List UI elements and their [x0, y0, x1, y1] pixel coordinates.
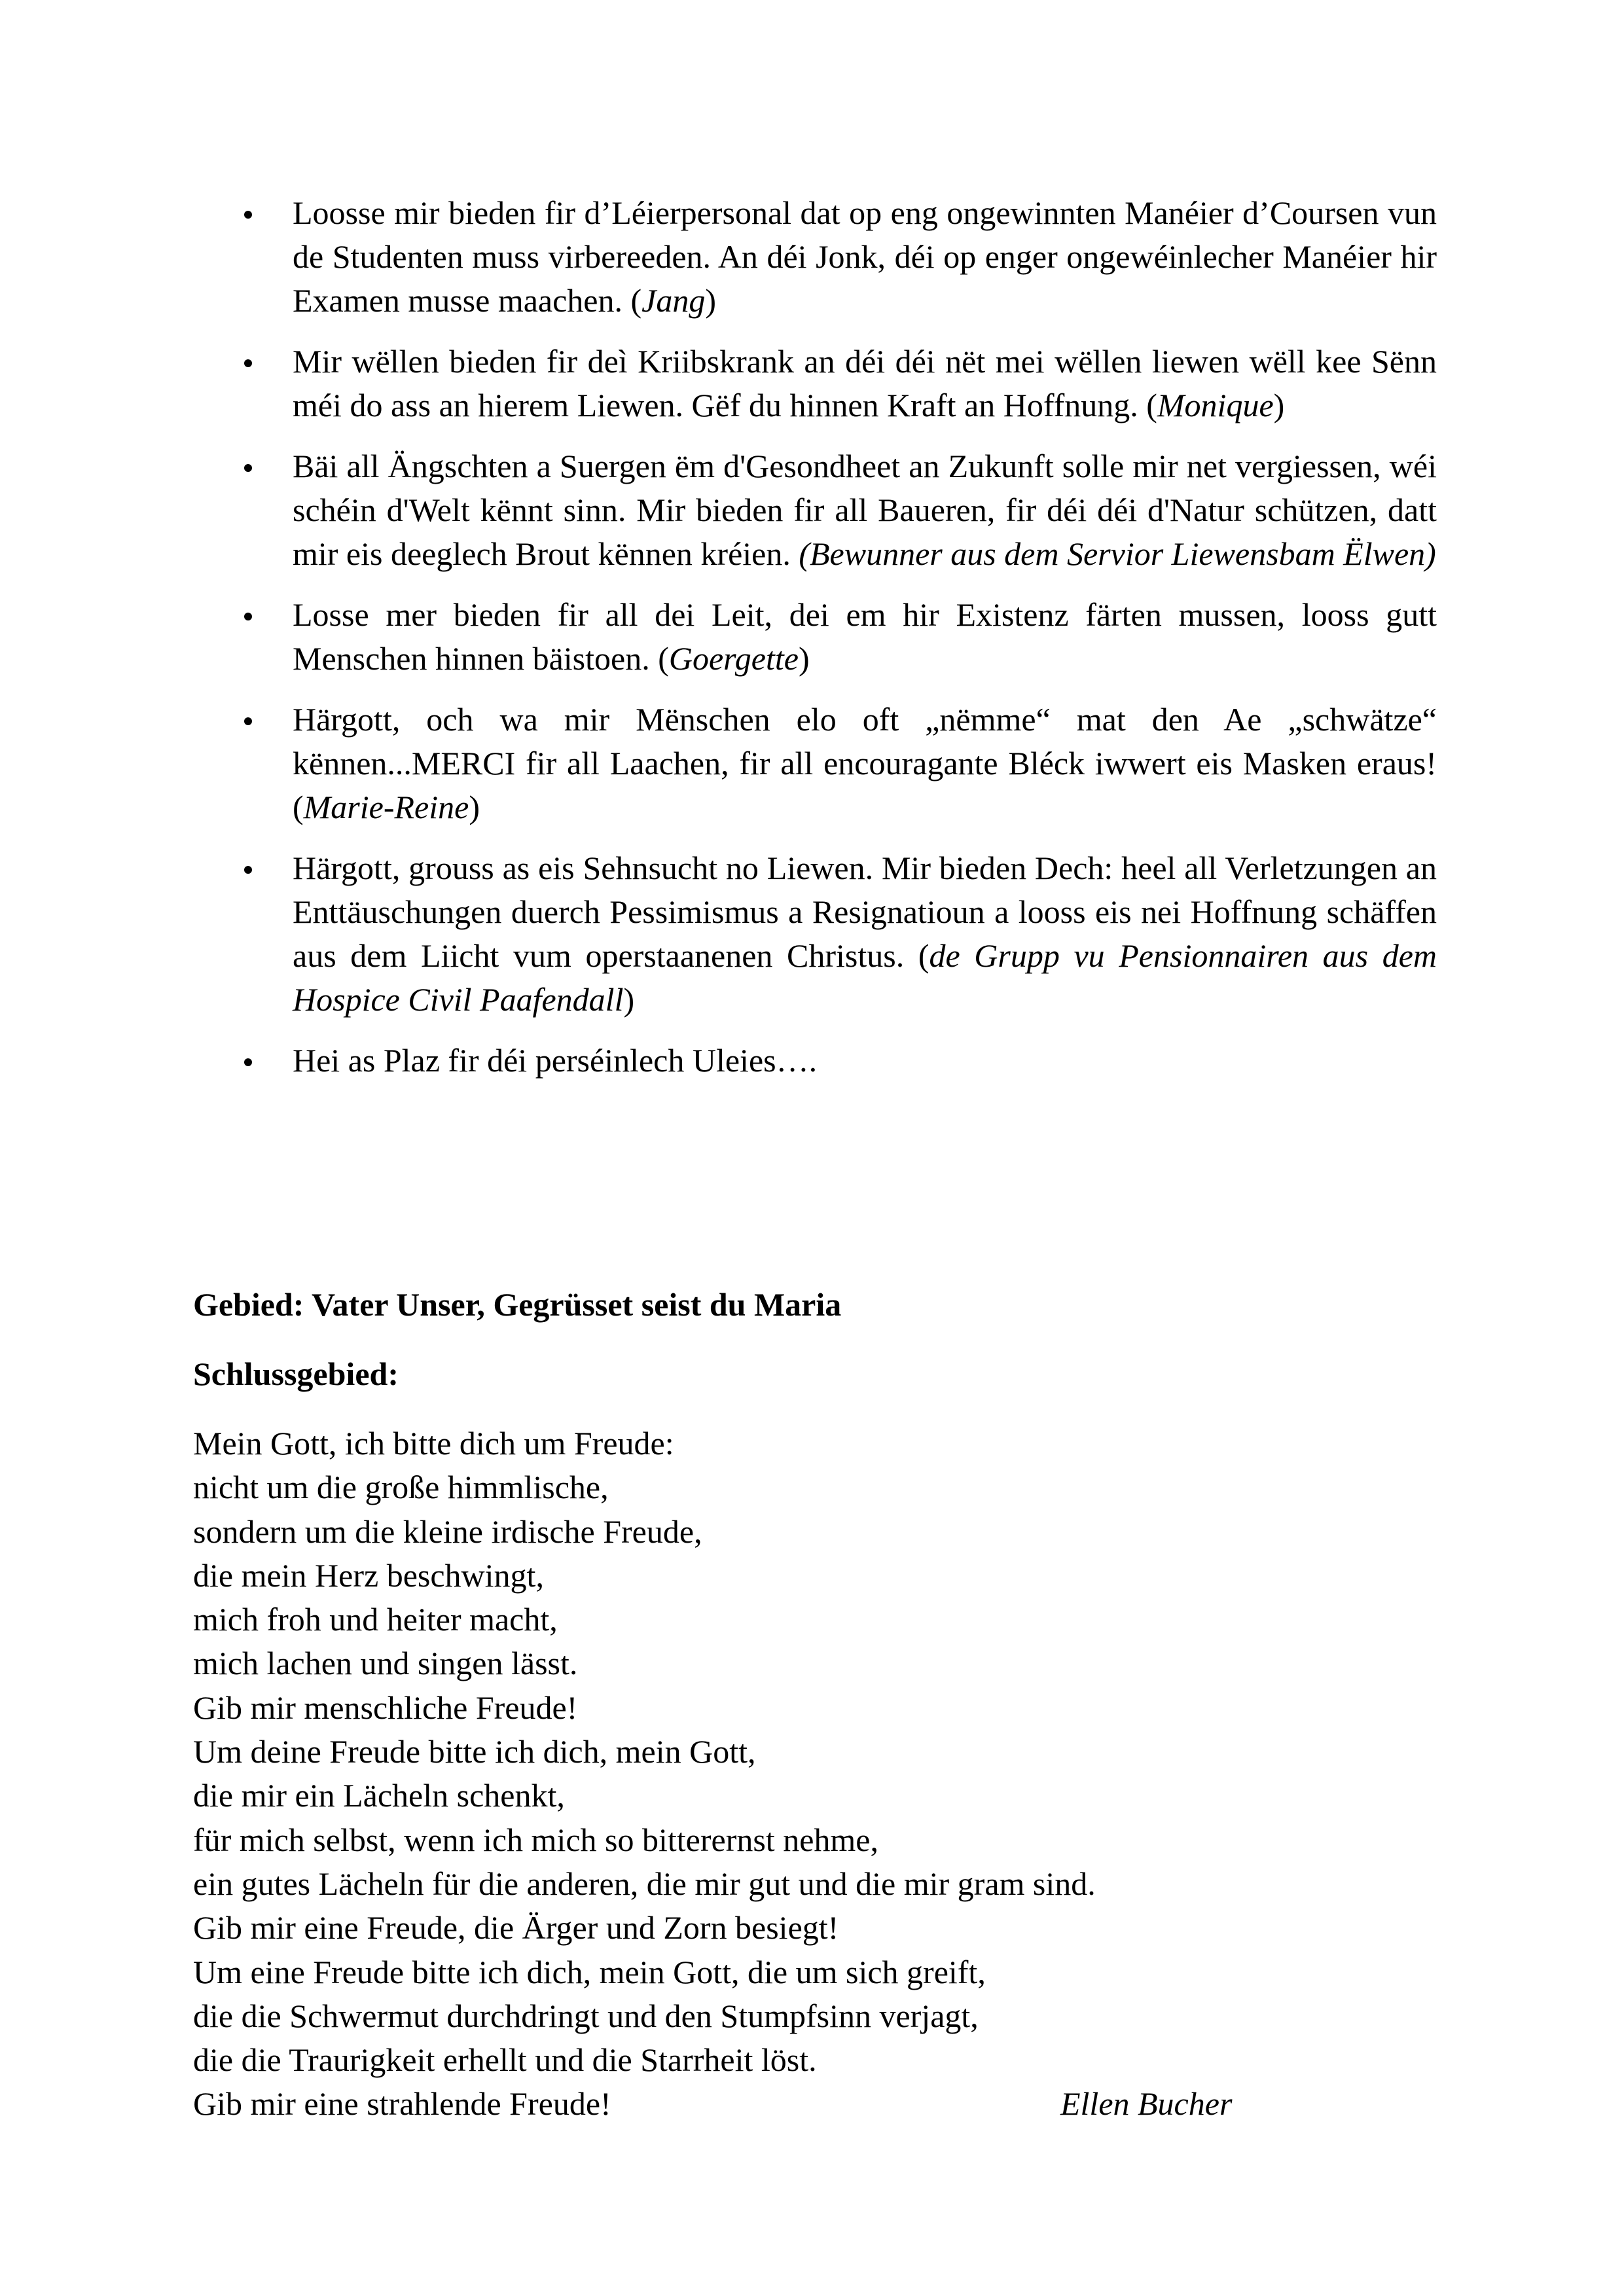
- poem-last-line: [193, 2082, 1437, 2126]
- bullet-icon: [244, 1039, 253, 1083]
- poem-line: ein gutes Lächeln für die anderen, die mir gut und die mir gram sind.: [193, 1865, 1096, 1902]
- poem-line: Gib mir menschliche Freude!: [193, 1689, 578, 1726]
- bullet-icon: [244, 444, 253, 488]
- intercession-author: (Bewunner aus dem Servior Liewensbam Ëlwen): [799, 535, 1436, 572]
- intercession-item: [193, 593, 1437, 681]
- intercession-author: Monique: [1157, 387, 1274, 423]
- closing-prayer-heading: Schlussgebied:: [193, 1355, 399, 1392]
- intercession-text: Härgott, och wa mir Mënschen elo oft „nëmme“ mat den Ae „schwätze“ kënnen...MERCI fir all Laachen, fir all encouragante Bléck iwwert eis Masken eraus! (: [293, 701, 1437, 825]
- intercession-text: Losse mer bieden fir all dei Leit, dei em hir Existenz färten mussen, looss gutt Menschen hinnen bäistoen. (: [293, 596, 1437, 677]
- bullet-icon: [244, 593, 253, 637]
- intercession-text: Loosse mir bieden fir d’Léierpersonal dat op eng ongewinnten Manéier d’Coursen vun de Studenten muss virbereeden. An déi Jonk, déi op enger ongewéinlecher Manéier hir Examen musse maachen. (: [293, 194, 1437, 319]
- intercession-suffix: ): [1273, 387, 1285, 423]
- intercession-item: [193, 340, 1437, 427]
- intercession-text: Bäi all Ängschten a Suergen ëm d'Gesondheet an Zukunft solle mir net vergiessen, wéi schéin d'Welt kënnt sinn. Mir bieden fir all Baueren, fir déi déi d'Natur schützen, datt mir eis deeglech Brout kënnen kréien.: [293, 448, 1437, 572]
- poem-line: Gib mir eine strahlende Freude!: [193, 2085, 611, 2123]
- bullet-icon: [244, 698, 253, 742]
- poem-line: nicht um die große himmlische,: [193, 1469, 609, 1506]
- poem-line: mich froh und heiter macht,: [193, 1601, 558, 1638]
- closing-prayer-poem: [193, 1422, 1437, 2126]
- intercession-author: Goergette: [668, 640, 799, 677]
- bullet-icon: [244, 846, 253, 890]
- poem-line: Gib mir eine Freude, die Ärger und Zorn besiegt!: [193, 1909, 839, 1946]
- intercession-item: [193, 698, 1437, 829]
- poem-line: die die Schwermut durchdringt und den Stumpfsinn verjagt,: [193, 1997, 979, 2034]
- intercession-author: Jang: [641, 282, 706, 319]
- intercession-text: Härgott, grouss as eis Sehnsucht no Liewen. Mir bieden Dech: heel all Verletzungen an Enttäuschungen duerch Pessimismus a Resignatioun a looss eis nei Hoffnung schäffen aus dem Liicht vum operstaanenen Christus. (: [293, 850, 1437, 974]
- intercession-suffix: ): [623, 981, 635, 1018]
- intercession-suffix: ): [798, 640, 810, 677]
- bullet-icon: [244, 340, 253, 384]
- poem-line: Um deine Freude bitte ich dich, mein Gott,: [193, 1733, 756, 1770]
- intercession-text: Hei as Plaz fir déi perséinlech Uleies….: [293, 1042, 818, 1079]
- poem-line: die mein Herz beschwingt,: [193, 1556, 544, 1594]
- poem-line: Mein Gott, ich bitte dich um Freude:: [193, 1425, 674, 1462]
- intercession-author: Marie-Reine: [303, 789, 469, 825]
- prayer-heading: Gebied: Vater Unser, Gegrüsset seist du Maria: [193, 1286, 842, 1323]
- intercession-item: [193, 444, 1437, 576]
- intercession-text: Mir wëllen bieden fir deì Kriibskrank an déi déi nët mei wëllen liewen wëll kee Sënn méi do ass an hierem Liewen. Gëf du hinnen Kraft an Hoffnung. (: [293, 343, 1437, 423]
- intercessions-list: [193, 191, 1437, 1100]
- poem-line: sondern um die kleine irdische Freude,: [193, 1513, 702, 1550]
- poem-line: die die Traurigkeit erhellt und die Starrheit löst.: [193, 2041, 817, 2079]
- bullet-icon: [244, 191, 253, 235]
- intercession-author: de Grupp vu Pensionnairen aus dem Hospice Civil Paafendall: [293, 937, 1437, 1018]
- intercession-item: [193, 1039, 1437, 1083]
- poem-line: Um eine Freude bitte ich dich, mein Gott, die um sich greift,: [193, 1953, 986, 1990]
- poem-line: die mir ein Lächeln schenkt,: [193, 1777, 565, 1814]
- intercession-suffix: ): [469, 789, 480, 825]
- poem-author-signature: Ellen Bucher: [1060, 2085, 1233, 2123]
- poem-line: mich lachen und singen lässt.: [193, 1645, 578, 1682]
- intercession-item: [193, 191, 1437, 323]
- intercession-suffix: ): [705, 282, 716, 319]
- intercession-item: [193, 846, 1437, 1022]
- poem-line: für mich selbst, wenn ich mich so bitterernst nehme,: [193, 1821, 878, 1858]
